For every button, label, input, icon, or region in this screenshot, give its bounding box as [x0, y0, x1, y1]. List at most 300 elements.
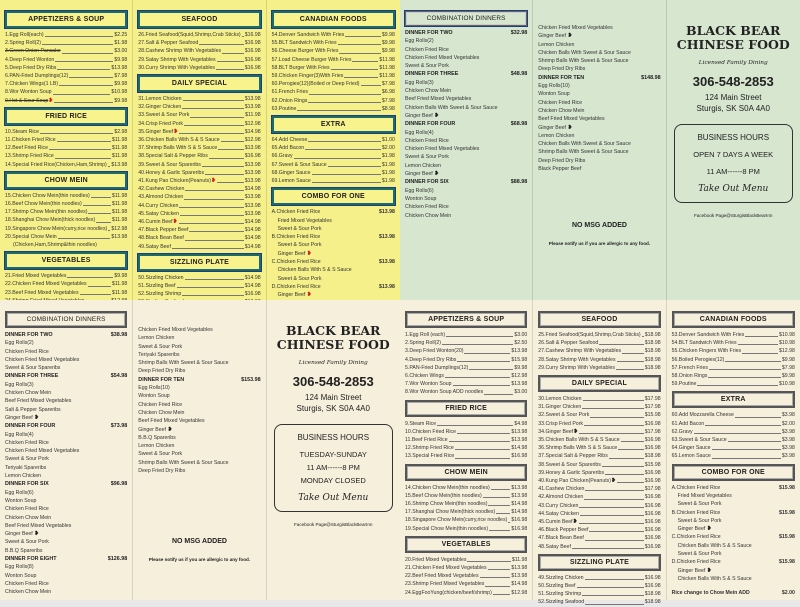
item-price: $16.98	[644, 510, 661, 517]
item-name: 52.Sizzling Shrimp	[138, 291, 182, 298]
menu-item-row	[5, 280, 127, 288]
takeout-menu-label: Take Out Menu	[698, 184, 769, 194]
no-msg-notice: NO MSG ADDED	[571, 222, 627, 229]
item-price: $17.98	[644, 428, 661, 435]
dinner-item: Teriyaki Spareribs	[5, 464, 47, 471]
item-price: $3.00	[514, 389, 528, 396]
business-hours-box	[674, 124, 793, 203]
item-name: 17.Shrimp Chow Mein(thin noodles)	[5, 209, 88, 216]
item-name: 13.Shrimp Fried Rice	[5, 153, 54, 160]
item-price: $13.98	[244, 194, 261, 201]
leader-dots	[216, 64, 244, 70]
item-name: 5.PAN-Fried Dumplings(12)	[405, 364, 469, 371]
leader-dots	[467, 556, 510, 562]
item-name: 5.Deep Fried Dry Ribs	[5, 64, 57, 71]
dinner-item: Black Pepper Beef	[538, 166, 582, 173]
combo-price: $13.98	[379, 209, 395, 216]
menu-item-row	[138, 290, 260, 298]
leader-dots	[88, 280, 111, 286]
item-name: 16.Shrimp Chow Mein(thin noodles)	[405, 501, 488, 508]
item-price: $16.98	[244, 64, 261, 71]
leader-dots	[42, 39, 113, 45]
section-header: COMBINATION DINNERS	[5, 311, 127, 328]
item-name: 55.Chicken Fingers With Fries	[671, 348, 742, 355]
leader-dots	[572, 543, 644, 549]
item-price: $11.98	[111, 281, 128, 288]
dinner-item: Ginger Beef ❥	[405, 171, 440, 178]
item-name: 65.Add Bacon	[271, 145, 305, 152]
phone-number: 306-548-2853	[692, 74, 774, 89]
item-name: 31.Ginger Chicken	[538, 404, 582, 411]
section-header: CHOW MEIN	[405, 464, 527, 481]
combo-set-title	[272, 208, 395, 216]
item-price: $18.98	[644, 348, 661, 355]
item-price: $1.98	[114, 40, 128, 47]
item-price: $16.98	[511, 517, 528, 524]
dinner-item: Wonton Soup	[5, 572, 37, 579]
item-name: 13.Special Fried Rice	[405, 453, 455, 460]
menu-item-row	[405, 589, 527, 597]
item-name: 32.Ginger Chicken	[138, 104, 182, 111]
item-price: $4.98	[514, 420, 528, 427]
menu-item-row	[138, 210, 260, 218]
item-name: 27.Cashew Shrimp With Vegetables	[538, 348, 622, 355]
allergy-notice: Please notify us if you are allergic to any food.	[148, 557, 251, 562]
leader-dots	[218, 144, 243, 150]
combo-item: Chicken Balls With S & S Sauce	[277, 267, 352, 274]
dinner-label: DINNER FOR THREE	[405, 71, 459, 78]
leader-dots	[616, 364, 644, 370]
item-price: $11.98	[111, 209, 128, 216]
item-name: 2.Spring Roll(2)	[405, 340, 442, 347]
menu-item-row	[538, 518, 660, 526]
item-name: 48.Satay Beef	[538, 543, 571, 550]
dinner-item: Egg Rolls(2)	[5, 340, 34, 347]
item-price: $14.98	[244, 243, 261, 250]
menu-item-row	[405, 428, 527, 436]
dinner-item: Chicken Fried Rice	[538, 99, 583, 106]
item-price: $17.98	[644, 396, 661, 403]
dinner-item: Ginger Beef ❥	[405, 112, 440, 119]
combo-item: Sweet & Sour Pork	[277, 242, 322, 249]
item-name: 2.Spring Roll(2)	[5, 40, 42, 47]
leader-dots	[618, 444, 643, 450]
item-name: 1.Egg Roll (each)	[405, 332, 446, 338]
item-name: 60.Add Mozzarella Cheese	[671, 412, 734, 419]
item-price: $14.98	[244, 227, 261, 234]
item-name: 36.Shrimp Balls With S & S Sauce	[538, 445, 618, 452]
leader-dots	[583, 395, 644, 401]
leader-dots	[457, 428, 510, 434]
item-name: 59.Poutine	[671, 381, 697, 388]
leader-dots	[621, 436, 644, 442]
restaurant-name: BLACK BEAR CHINESE FOOD	[276, 323, 390, 352]
leader-dots	[694, 428, 781, 434]
leader-dots	[221, 136, 244, 142]
green-col-2	[533, 0, 666, 300]
menu-item-row	[138, 120, 260, 128]
dinner-item: Wonton Soup	[538, 91, 570, 98]
leader-dots	[96, 216, 111, 222]
menu-item-row	[538, 436, 660, 444]
dinner-title	[5, 555, 127, 563]
item-name: 9.Steam Rice	[405, 420, 437, 427]
item-name: 30.Lemon Chicken	[538, 396, 582, 403]
leader-dots	[590, 411, 643, 417]
leader-dots	[185, 274, 244, 280]
chili-pepper-icon: ❥	[167, 426, 173, 433]
chow-mein-note: (Chicken,Ham,Shrimp&thin noodles)	[13, 242, 97, 249]
combo-price: $15.98	[779, 534, 795, 541]
dinner-item: Egg Rolls(10)	[538, 83, 570, 90]
green-col-1	[400, 0, 533, 300]
dinner-item: Chicken Chow Mein	[5, 589, 52, 596]
leader-dots	[708, 372, 781, 378]
leader-dots	[605, 469, 644, 475]
dinner-price: $73.98	[110, 423, 128, 430]
menu-item-row	[405, 420, 527, 428]
green-combo-page	[400, 0, 800, 300]
item-name: 65.Lemon Sauce	[671, 453, 711, 460]
item-name: 4.Deep Fried Wonton	[5, 56, 55, 63]
menu-item-row	[272, 47, 395, 55]
item-name: 21.Chicken Fried Mixed Vegetables	[405, 565, 487, 572]
item-price: $11.98	[111, 201, 128, 208]
section-header: APPETIZERS & SOUP	[405, 311, 527, 328]
dinner-item: Chicken Balls With Sweet & Sour Sauce	[405, 104, 498, 111]
combo-item: Sweet & Sour Pork	[677, 517, 722, 524]
leader-dots	[49, 144, 111, 150]
dinner-title	[5, 480, 127, 488]
item-price: $3.00	[114, 48, 128, 55]
item-name: 33.Crisp Fried Pork	[538, 420, 583, 427]
dinner-price: $54.98	[110, 373, 128, 380]
dinner-item: Wonton Soup	[138, 393, 170, 400]
combo-label: D.Chicken Fried Rice	[671, 559, 721, 566]
dinner-item: Lemon Chicken	[5, 473, 42, 480]
menu-item-row	[5, 208, 127, 216]
item-price: $14.98	[244, 219, 261, 226]
dinner-item: Chicken Fried Rice	[5, 506, 49, 513]
item-name: 7.Chicken Wings(1 LB)	[5, 81, 59, 88]
menu-item-row	[5, 200, 127, 208]
menu-item-row	[405, 331, 527, 339]
item-price: $3.98	[781, 428, 795, 435]
dinner-label: DINNER FOR EIGHT	[5, 556, 57, 563]
dinner-item: Deep Fried Dry Ribs	[138, 368, 186, 375]
item-price: $9.98	[114, 273, 128, 280]
menu-item-row	[272, 105, 395, 113]
combo-item: Sweet & Sour Pork	[677, 551, 722, 558]
menu-item-row	[538, 598, 660, 606]
leader-dots	[184, 120, 244, 126]
item-name: 38.Sweet & Sour Spareribs	[538, 461, 601, 468]
item-price: $9.98	[381, 48, 395, 55]
item-name: 22.Chicken Fried Mixed Vegetables	[5, 281, 87, 288]
leader-dots	[464, 347, 510, 353]
item-price: $6.98	[381, 89, 395, 96]
dinner-title	[405, 70, 527, 78]
item-price: $1.98	[381, 178, 395, 185]
leader-dots	[108, 225, 110, 231]
dinner-item: Chicken Chow Mein	[5, 390, 52, 397]
menu-item-row	[5, 192, 127, 200]
leader-dots	[480, 572, 511, 578]
dinner-item: Deep Fried Dry Ribs	[538, 157, 586, 164]
menu-item-row	[405, 452, 527, 460]
menu-item-row	[405, 356, 527, 364]
combo-price: $15.98	[779, 509, 795, 516]
dinner-item: Shrimp Balls With Sweet & Sour Sauce	[138, 459, 229, 466]
menu-item-row	[138, 218, 260, 226]
menu-item-row	[272, 72, 395, 80]
leader-dots	[484, 388, 513, 394]
leader-dots	[697, 380, 778, 386]
item-name: 46.Cumin Beef	[138, 219, 173, 226]
item-price: $11.98	[111, 217, 128, 224]
leader-dots	[469, 364, 513, 370]
item-price: $16.98	[644, 502, 661, 509]
menu-item-row	[5, 97, 127, 105]
item-price: $13.98	[111, 161, 128, 168]
combo-price: $15.98	[779, 484, 795, 491]
item-price: $9.98	[114, 56, 128, 63]
item-price: $13.98	[244, 96, 261, 103]
chili-pepper-icon: ❥	[706, 526, 712, 533]
item-price: $13.98	[111, 233, 128, 240]
menu-item-row	[538, 395, 660, 403]
menu-item-row	[5, 233, 127, 241]
item-name: 23.Shrimp Fried Mixed Vegetables	[405, 581, 485, 588]
dinner-item: Deep Fried Dry Ribs	[538, 66, 586, 73]
menu-item-row	[672, 372, 795, 380]
leader-dots	[108, 161, 111, 167]
item-name: 45.Satay Chicken	[138, 210, 179, 217]
menu-item-row	[405, 580, 527, 588]
menu-item-row	[138, 47, 260, 55]
dinner-title	[5, 372, 127, 380]
combo-item: Ginger Beef ❥	[277, 250, 312, 257]
item-price: $16.98	[644, 543, 661, 550]
menu-item-row	[672, 444, 795, 452]
cream-col-2	[133, 300, 266, 600]
item-name: 20.Fried Mixed Vegetables	[405, 556, 467, 563]
item-price: $1.98	[381, 153, 395, 160]
menu-item-row	[138, 193, 260, 201]
dinner-label: DINNER FOR FOUR	[405, 121, 456, 128]
chili-pepper-icon: ❥	[306, 250, 312, 257]
item-price: $14.98	[511, 501, 528, 508]
item-name: 56.Cheese Burger With Fries	[271, 48, 339, 55]
combo-item: Fried Mixed Vegetables	[677, 492, 732, 499]
item-name: 51.Sizzling Shrimp	[538, 591, 582, 598]
item-price: $16.98	[644, 420, 661, 427]
dinner-item: Beef Fried Mixed Vegetables	[138, 418, 205, 425]
item-price: $16.98	[244, 56, 261, 63]
item-name: 18.Shanghai Chow Mein(thick noodles)	[5, 217, 96, 224]
section-header: FRIED RICE	[405, 400, 527, 417]
rice-change-note: Rice change to Chow Mein ADD $2.00	[671, 590, 795, 597]
chili-pepper-icon: ❥	[706, 567, 712, 574]
dinner-item: Chicken Fried Rice	[405, 204, 449, 211]
menu-item-row	[405, 380, 527, 388]
menu-item-row	[672, 436, 795, 444]
item-name: 28.Satay Shrimp With Vegetables	[538, 356, 616, 363]
leader-dots	[83, 200, 111, 206]
item-name: 29.Curry Shrimp With Vegetables	[538, 364, 615, 371]
item-name: 59.Chicken Finger(3)With Fries	[271, 73, 344, 80]
menu-item-row	[405, 525, 527, 533]
menu-item-row	[405, 364, 527, 372]
menu-item-row	[138, 39, 260, 47]
combo-item: Chicken Balls With S & S Sauce	[677, 542, 752, 549]
menu-item-row	[272, 39, 395, 47]
leader-dots	[179, 218, 244, 224]
menu-item-row	[5, 64, 127, 72]
leader-dots	[88, 208, 110, 214]
yellow-col-2	[133, 0, 266, 300]
dinner-item: Sweet & Sour Pork	[405, 154, 449, 161]
menu-item-row	[405, 484, 527, 492]
section-header: COMBINATION DINNERS	[405, 11, 527, 26]
allergy-notice: Please notify us if you are allergic to any food.	[548, 241, 651, 246]
menu-item-row	[405, 500, 527, 508]
item-name: 64.Add Cheese	[271, 137, 308, 144]
leader-dots	[508, 516, 510, 522]
item-price: $2.98	[114, 128, 128, 135]
item-price: $12.98	[111, 225, 128, 232]
item-name: 11.Beef Fried Rice	[405, 437, 448, 444]
item-name: 54.BLT Sandwich With Fries	[671, 340, 737, 347]
menu-item-row	[672, 331, 795, 339]
item-name: 12.Beef Fried Rice	[5, 145, 48, 152]
item-price: $15.98	[644, 461, 661, 468]
no-msg-notice: NO MSG ADDED	[171, 538, 227, 545]
menu-item-row	[672, 411, 795, 419]
leader-dots	[582, 403, 643, 409]
chili-pepper-icon: ❥	[210, 178, 216, 185]
leader-dots	[602, 461, 644, 467]
leader-dots	[308, 136, 381, 142]
item-name: 52.Sizzling Seafood	[538, 599, 585, 606]
leader-dots	[182, 290, 243, 296]
item-price: $16.98	[244, 32, 261, 38]
item-name: 56.Boiled Perogies(12)	[671, 356, 725, 363]
item-name: 24.EggFooYung(chicken/beef/shrimp)	[405, 589, 492, 596]
dinner-item: Ginger Beef ❥	[5, 531, 40, 538]
chili-pepper-icon: ❥	[572, 519, 578, 526]
combo-label: A.Chicken Fried Rice	[671, 484, 721, 491]
dinner-item: Chicken Fried Rice	[5, 348, 49, 355]
leader-dots	[58, 233, 111, 239]
item-price: $18.98	[644, 332, 661, 338]
leader-dots	[180, 210, 244, 216]
item-price: $14.98	[244, 128, 261, 135]
chili-pepper-icon: ❥	[306, 292, 312, 299]
item-name: 41.Kung Pao Chicken(Peanuts)	[138, 178, 211, 185]
menu-item-row	[405, 388, 527, 396]
dinner-item: Lemon Chicken	[138, 443, 175, 450]
leader-dots	[199, 39, 243, 45]
section-header: CANADIAN FOODS	[272, 11, 395, 28]
leader-dots	[709, 364, 781, 370]
leader-dots	[54, 97, 113, 103]
menu-item-row	[138, 95, 260, 103]
leader-dots	[183, 95, 244, 101]
item-price: $13.98	[511, 437, 528, 444]
leader-dots	[579, 428, 643, 434]
leader-dots	[57, 64, 110, 70]
dinner-item: Sweet & Sour Pork	[5, 456, 49, 463]
item-price: $7.98	[381, 81, 395, 88]
phone-number: 306-548-2853	[292, 374, 374, 389]
item-price: $18.98	[644, 591, 661, 598]
item-name: 39.Sweet & Sour Spareribs	[138, 161, 201, 168]
item-price: $11.98	[245, 112, 261, 119]
item-name: 18.Singapore Chow Mein(curry,rice noodles)	[405, 517, 508, 524]
item-name: 8.Wor Wonton Soup ADD noodles	[405, 389, 484, 396]
item-price: $14.98	[244, 274, 261, 281]
chili-pepper-icon: ❥	[172, 219, 178, 226]
item-name: 53.Denver Sandwich With Fries	[671, 332, 745, 338]
takeout-menu-label: Take Out Menu	[298, 493, 369, 503]
item-name: 14.Chicken Chow Mein(thin noodles)	[405, 484, 490, 491]
menu-item-row	[138, 128, 260, 136]
menu-item-row	[138, 31, 260, 39]
item-price: $13.98	[511, 428, 528, 435]
menu-item-row	[138, 177, 260, 185]
item-name: 4.Deep Fried Dry Ribs	[405, 356, 457, 363]
leader-dots	[344, 72, 378, 78]
section-header: VEGETABLES	[5, 252, 127, 269]
item-price: $16.98	[244, 291, 261, 298]
combo-item: Chicken Balls With S & S Sauce	[677, 575, 752, 582]
item-name: 25.Fried Seafood(Squid,Shrimp,Crab Sticks)	[538, 332, 641, 338]
business-hours-box	[274, 424, 393, 512]
item-price: $7.98	[114, 73, 128, 80]
item-name: 46.Black Pepper Beef	[538, 527, 589, 534]
dinner-title	[138, 376, 260, 384]
leader-dots	[190, 111, 244, 117]
leader-dots	[67, 272, 113, 278]
section-header: DAILY SPECIAL	[538, 375, 660, 392]
menu-item-row	[138, 282, 260, 290]
menu-item-row	[672, 347, 795, 355]
item-name: 44.Curry Chicken	[138, 202, 179, 209]
leader-dots	[609, 452, 644, 458]
leader-dots	[446, 331, 513, 337]
hours-days: OPEN 7 DAYS A WEEK	[693, 150, 774, 159]
item-price: $16.98	[244, 153, 261, 160]
item-price: $15.98	[644, 412, 661, 419]
item-name: 58.Onion Rings	[671, 373, 708, 380]
dinner-label: DINNER FOR TEN	[538, 74, 585, 81]
dinner-item: B.B.Q Spareribs	[5, 547, 43, 554]
menu-item-row	[5, 88, 127, 96]
item-name: 37.Special Salt & Pepper Ribs	[538, 453, 608, 460]
menu-item-row	[538, 444, 660, 452]
leader-dots	[582, 590, 643, 596]
leader-dots	[585, 534, 644, 540]
item-price: $7.98	[381, 97, 395, 104]
item-name: 66.Gravy	[271, 153, 293, 160]
item-name: 47.Black Pepper Beef	[138, 227, 189, 234]
cream-menu-page	[400, 300, 800, 606]
leader-dots	[45, 31, 114, 37]
dinner-item: Lemon Chicken	[138, 335, 175, 342]
item-name: 21.Fried Mixed Vegetables	[5, 273, 67, 280]
dinner-title	[5, 422, 127, 430]
